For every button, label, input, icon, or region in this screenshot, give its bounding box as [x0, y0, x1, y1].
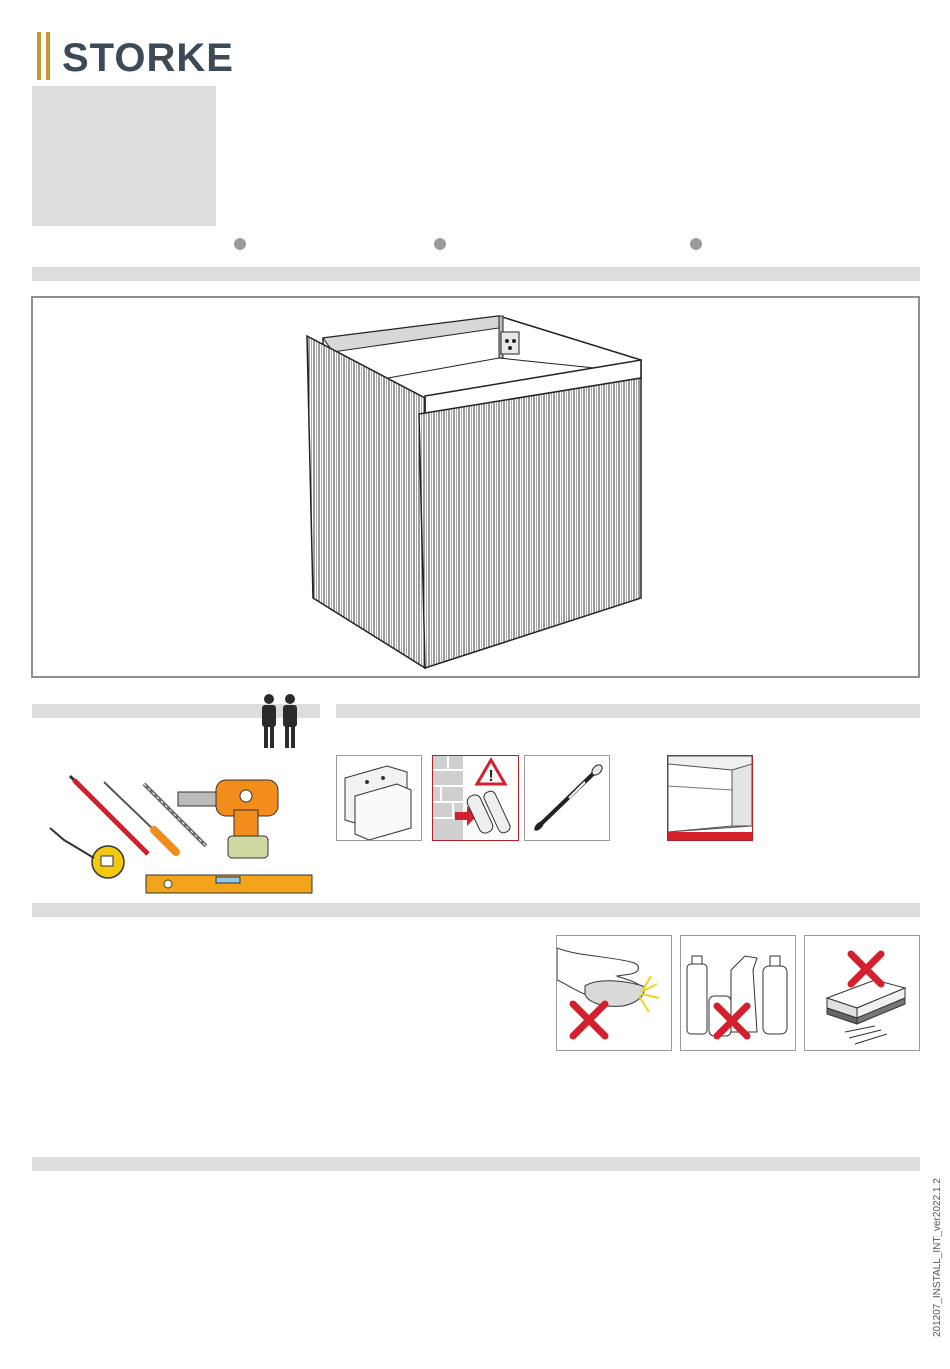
- wall-bracket-tile: [336, 755, 422, 841]
- edge-protection-icon: [668, 756, 752, 840]
- bullet-dot-2: [434, 238, 446, 250]
- section-bar-care: [32, 903, 920, 917]
- no-abrasive-cloth-tile: [556, 935, 672, 1051]
- spirit-level-icon: [146, 875, 312, 893]
- bolt-icon: [525, 756, 609, 840]
- section-bar-bottom: [32, 1157, 920, 1171]
- tape-measure-icon: [50, 828, 124, 878]
- document-code: 201207_INSTALL_INT_ver2022.1.2: [932, 1178, 943, 1337]
- brand-logo: STORKE: [62, 36, 234, 80]
- product-illustration-frame: [31, 296, 920, 678]
- no-scouring-pad-tile: [804, 935, 920, 1051]
- bullet-dot-3: [690, 238, 702, 250]
- bullet-dot-1: [234, 238, 246, 250]
- cabinet-illustration: [33, 298, 918, 676]
- no-chemical-cleaners-tile: [680, 935, 796, 1051]
- section-bar-parts: [336, 704, 920, 718]
- cordless-drill-icon: [178, 780, 278, 858]
- edge-protection-tile: [667, 755, 753, 841]
- svg-text:!: !: [488, 768, 494, 785]
- wall-plug-warning-tile: [432, 755, 519, 841]
- two-persons-icon: [258, 693, 302, 751]
- logo-bar-right: [46, 32, 50, 80]
- bolt-tile: [524, 755, 610, 841]
- wall-bracket-icon: [337, 756, 421, 840]
- no-chemical-cleaners-icon: [681, 936, 795, 1050]
- logo-bar-left: [37, 32, 41, 80]
- no-abrasive-cloth-icon: [557, 936, 671, 1050]
- section-bar-product: [32, 267, 920, 281]
- no-scouring-pad-icon: [805, 936, 919, 1050]
- screwdriver-icon: [104, 782, 176, 852]
- tools-illustration: [46, 770, 316, 895]
- wall-plug-warning-icon: [433, 756, 518, 840]
- product-image-placeholder: [32, 86, 216, 226]
